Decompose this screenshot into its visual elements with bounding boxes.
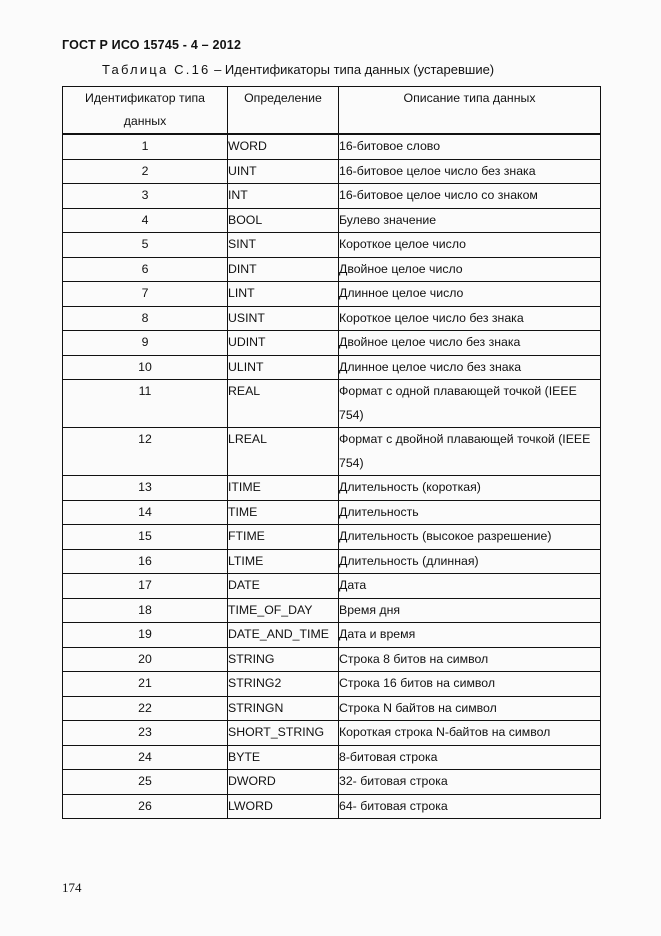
cell-definition: STRING	[228, 647, 339, 672]
cell-definition: LWORD	[228, 794, 339, 819]
cell-description: Формат с двойной плавающей точкой (IEEE 754)	[339, 428, 601, 476]
cell-definition: LTIME	[228, 549, 339, 574]
cell-definition: BOOL	[228, 208, 339, 233]
cell-definition: STRINGN	[228, 696, 339, 721]
table-row	[63, 476, 601, 501]
table-row	[63, 233, 601, 258]
cell-description: Длительность (короткая)	[339, 476, 601, 501]
cell-definition: ULINT	[228, 355, 339, 380]
cell-definition: USINT	[228, 306, 339, 331]
cell-identifier: 15	[63, 525, 228, 550]
table-row	[63, 770, 601, 795]
column-header-identifier: Идентификатор типа данных	[63, 87, 228, 135]
cell-identifier: 11	[63, 380, 228, 428]
cell-description: Длительность (высокое разрешение)	[339, 525, 601, 550]
column-header-description: Описание типа данных	[339, 87, 601, 135]
cell-identifier: 14	[63, 500, 228, 525]
cell-description: Булево значение	[339, 208, 601, 233]
cell-definition: DATE	[228, 574, 339, 599]
cell-description: Двойное целое число	[339, 257, 601, 282]
column-header-definition: Определение	[228, 87, 339, 135]
table-row	[63, 159, 601, 184]
cell-identifier: 6	[63, 257, 228, 282]
table-row	[63, 208, 601, 233]
standard-code-header: ГОСТ Р ИСО 15745 - 4 – 2012	[62, 38, 242, 52]
cell-identifier: 12	[63, 428, 228, 476]
table-row	[63, 549, 601, 574]
page-number: 174	[62, 880, 82, 895]
cell-identifier: 3	[63, 184, 228, 209]
cell-definition: INT	[228, 184, 339, 209]
table-row	[63, 525, 601, 550]
cell-identifier: 9	[63, 331, 228, 356]
cell-description: Короткое целое число	[339, 233, 601, 258]
cell-definition: UDINT	[228, 331, 339, 356]
cell-definition: SINT	[228, 233, 339, 258]
cell-description: Короткое целое число без знака	[339, 306, 601, 331]
table-row	[63, 696, 601, 721]
cell-description: Дата и время	[339, 623, 601, 648]
cell-definition: LINT	[228, 282, 339, 307]
table-row	[63, 500, 601, 525]
cell-identifier: 16	[63, 549, 228, 574]
cell-identifier: 26	[63, 794, 228, 819]
cell-definition: DATE_AND_TIME	[228, 623, 339, 648]
cell-definition: ITIME	[228, 476, 339, 501]
cell-identifier: 10	[63, 355, 228, 380]
cell-identifier: 13	[63, 476, 228, 501]
table-caption	[102, 62, 494, 77]
cell-description: Дата	[339, 574, 601, 599]
cell-identifier: 17	[63, 574, 228, 599]
table-row	[63, 184, 601, 209]
cell-identifier: 24	[63, 745, 228, 770]
table-caption-title: Идентификаторы типа данных (устаревшие)	[224, 62, 495, 77]
table-row	[63, 623, 601, 648]
table-row	[63, 745, 601, 770]
cell-identifier: 1	[63, 134, 228, 159]
table-row	[63, 647, 601, 672]
cell-definition: TIME_OF_DAY	[228, 598, 339, 623]
cell-identifier: 2	[63, 159, 228, 184]
cell-definition: SHORT_STRING	[228, 721, 339, 746]
table-header-row	[63, 87, 601, 135]
table-row	[63, 282, 601, 307]
cell-description: 32- битовая строка	[339, 770, 601, 795]
cell-description: 8-битовая строка	[339, 745, 601, 770]
cell-identifier: 22	[63, 696, 228, 721]
cell-identifier: 4	[63, 208, 228, 233]
cell-description: Строка 16 битов на символ	[339, 672, 601, 697]
table-row	[63, 428, 601, 476]
cell-description: Длинное целое число	[339, 282, 601, 307]
table-row	[63, 721, 601, 746]
cell-description: Строка N байтов на символ	[339, 696, 601, 721]
table-caption-label: Таблица С.16	[102, 62, 211, 77]
cell-definition: BYTE	[228, 745, 339, 770]
cell-definition: STRING2	[228, 672, 339, 697]
cell-definition: WORD	[228, 134, 339, 159]
cell-definition: TIME	[228, 500, 339, 525]
table-row	[63, 355, 601, 380]
cell-definition: FTIME	[228, 525, 339, 550]
cell-description: Время дня	[339, 598, 601, 623]
cell-definition: REAL	[228, 380, 339, 428]
cell-definition: LREAL	[228, 428, 339, 476]
cell-identifier: 19	[63, 623, 228, 648]
table-row	[63, 257, 601, 282]
cell-identifier: 23	[63, 721, 228, 746]
cell-description: 16-битовое целое число со знаком	[339, 184, 601, 209]
cell-identifier: 25	[63, 770, 228, 795]
cell-description: Строка 8 битов на символ	[339, 647, 601, 672]
cell-description: Двойное целое число без знака	[339, 331, 601, 356]
table-row	[63, 598, 601, 623]
cell-description: 64- битовая строка	[339, 794, 601, 819]
cell-identifier: 8	[63, 306, 228, 331]
table-row	[63, 331, 601, 356]
cell-description: 16-битовое целое число без знака	[339, 159, 601, 184]
cell-description: Длительность	[339, 500, 601, 525]
table-row	[63, 672, 601, 697]
cell-identifier: 18	[63, 598, 228, 623]
table-caption-separator: –	[210, 62, 225, 77]
cell-identifier: 20	[63, 647, 228, 672]
table-row	[63, 134, 601, 159]
cell-identifier: 21	[63, 672, 228, 697]
cell-description: Формат с одной плавающей точкой (IEEE 754)	[339, 380, 601, 428]
cell-description: Длительность (длинная)	[339, 549, 601, 574]
table-row	[63, 306, 601, 331]
cell-definition: DWORD	[228, 770, 339, 795]
cell-identifier: 5	[63, 233, 228, 258]
cell-definition: DINT	[228, 257, 339, 282]
table-body	[63, 134, 601, 819]
data-type-identifiers-table	[62, 86, 601, 819]
table-row	[63, 380, 601, 428]
table-row	[63, 794, 601, 819]
cell-description: Длинное целое число без знака	[339, 355, 601, 380]
table-row	[63, 574, 601, 599]
cell-description: Короткая строка N-байтов на символ	[339, 721, 601, 746]
cell-description: 16-битовое слово	[339, 134, 601, 159]
cell-definition: UINT	[228, 159, 339, 184]
cell-identifier: 7	[63, 282, 228, 307]
